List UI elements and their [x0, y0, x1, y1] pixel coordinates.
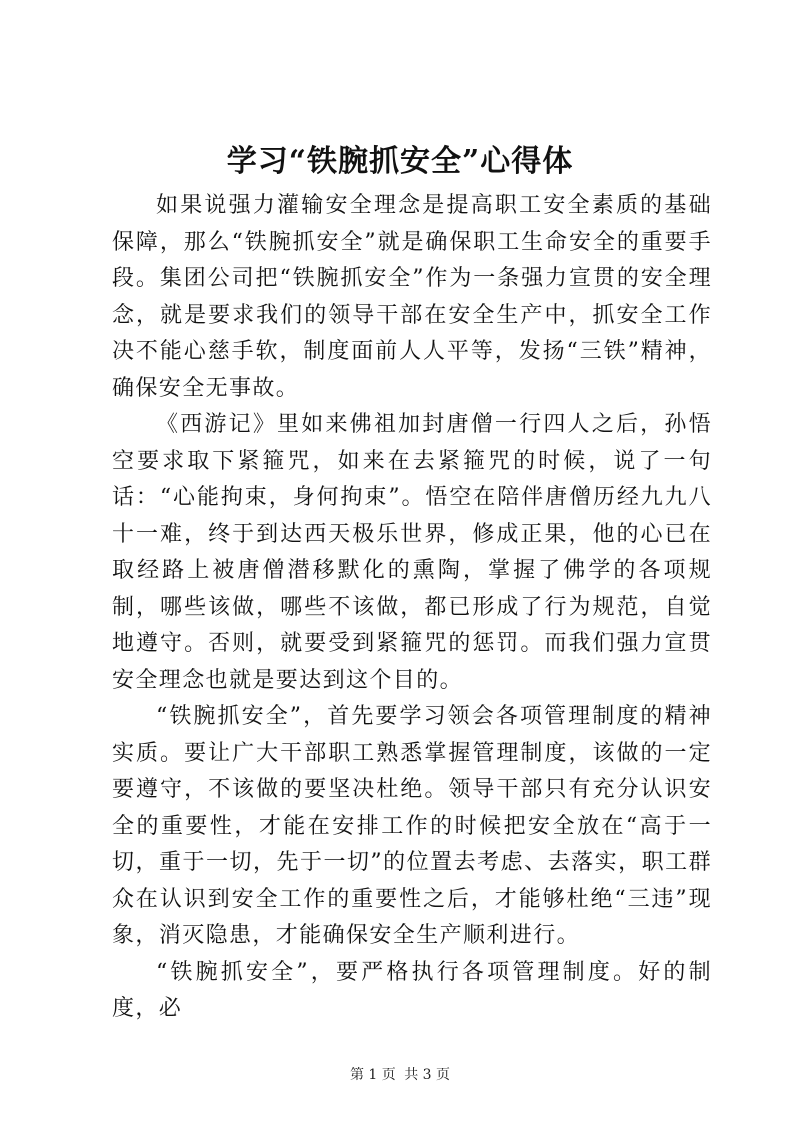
page-total: 共 3 页 — [404, 1067, 451, 1083]
paragraph-2: 《西游记》里如来佛祖加封唐僧一行四人之后，孙悟空要求取下紧箍咒，如来在去紧箍咒的时候，说了一句话：“心能拘束，身何拘束”。悟空在陪伴唐僧历经九九八十一难，终于到达西天极乐世界，修成正果，他的心已在取经路上被唐僧潜移默化的熏陶，掌握了佛学的各项规制，哪些该做，哪些不该做，都已形成了行为规范，自觉地遵守。否则，就要受到紧箍咒的惩罚。而我们强力宣贯安全理念也就是要达到这个目的。 — [112, 412, 712, 693]
paragraph-1: 如果说强力灌输安全理念是提高职工安全素质的基础保障，那么“铁腕抓安全”就是确保职工生命安全的重要手段。集团公司把“铁腕抓安全”作为一条强力宣贯的安全理念，就是要求我们的领导干部在安全生产中，抓安全工作决不能心慈手软，制度面前人人平等，发扬“三铁”精神，确保安全无事故。 — [112, 193, 712, 401]
document-body — [112, 188, 712, 1028]
page-number: 第 1 页 — [349, 1067, 396, 1083]
document-title: 学习“铁腕抓安全”心得体 — [226, 144, 574, 179]
paragraph-4: “铁腕抓安全”，要严格执行各项管理制度。好的制度，必 — [112, 959, 712, 1021]
paragraph-3: “铁腕抓安全”，首先要学习领会各项管理制度的精神实质。要让广大干部职工熟悉掌握管理制度，该做的一定要遵守，不该做的要坚决杜绝。领导干部只有充分认识安全的重要性，才能在安排工作的时候把安全放在“高于一切，重于一切，先于一切”的位置去考虑、去落实，职工群众在认识到安全工作的重要性之后，才能够杜绝“三违”现象，消灭隐患，才能确保安全生产顺利进行。 — [112, 704, 712, 948]
page-footer — [0, 1065, 800, 1085]
